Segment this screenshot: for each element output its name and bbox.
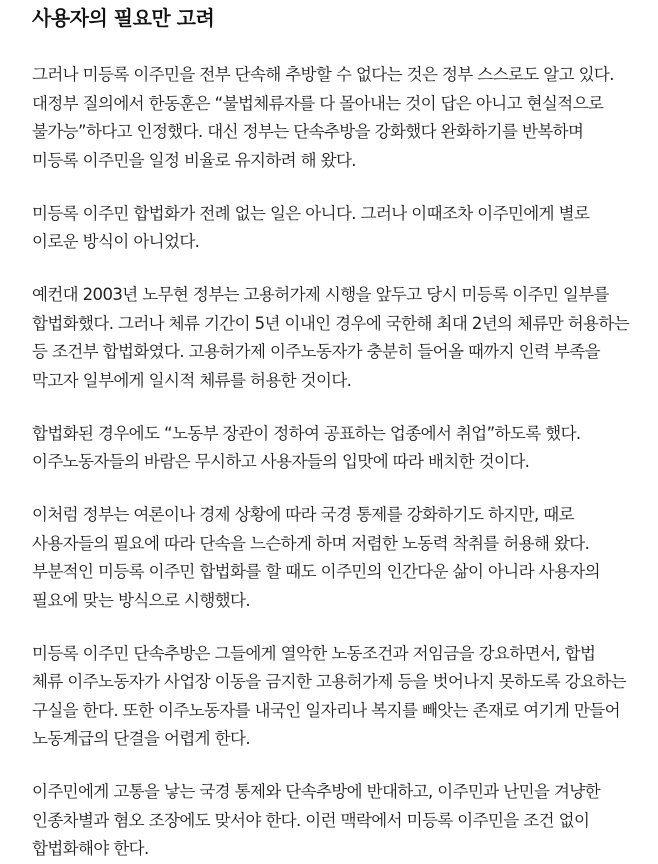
paragraph-line: 그러나 미등록 이주민을 전부 단속해 추방할 수 없다는 것은 정부 스스로도 알고 있다. bbox=[32, 65, 614, 84]
paragraph bbox=[32, 501, 658, 615]
paragraph-line: 이주민에게 고통을 낳는 국경 통제와 단속추방에 반대하고, 이주민과 난민을 겨냥한 bbox=[32, 782, 600, 801]
paragraph-line: 사용자들의 필요에 따라 단속을 느슨하게 하며 저렴한 노동력 착취를 허용해 왔다. bbox=[32, 533, 590, 553]
article-body bbox=[32, 61, 658, 864]
paragraph-line: 합법화된 경우에도 “노동부 장관이 정하여 공표하는 업종에서 취업”하도록 했다. bbox=[32, 423, 581, 443]
paragraph-line: 예컨대 2003년 노무현 정부는 고용허가제 시행을 앞두고 당시 미등록 이주민 일부를 bbox=[32, 285, 609, 304]
paragraph bbox=[32, 200, 658, 257]
paragraph-line: 막고자 일부에게 일시적 체류를 허용한 것이다. bbox=[32, 370, 352, 390]
paragraph-line: 부분적인 미등록 이주민 합법화를 할 때도 이주민의 인간다운 삶이 아니라 사용자의 bbox=[32, 562, 600, 581]
paragraph-line: 구실을 한다. 또한 이주노동자를 내국인 일자리나 복지를 빼앗는 존재로 여기게 만들어 bbox=[32, 700, 620, 720]
paragraph-line: 체류 이주노동자가 사업장 이동을 금지한 고용허가제 등을 벗어나지 못하도록 강요하는 bbox=[32, 672, 627, 691]
paragraph-line: 인종차별과 혐오 조장에도 맞서야 한다. 이런 맥락에서 미등록 이주민을 조건 없이 bbox=[32, 810, 590, 830]
paragraph-line: 이처럼 정부는 여론이나 경제 상황에 따라 국경 통제를 강화하기도 하지만, 때로 bbox=[32, 505, 574, 524]
paragraph-line: 이주노동자들의 바람은 무시하고 사용자들의 입맛에 따라 배치한 것이다. bbox=[32, 452, 530, 471]
paragraph-line: 필요에 맞는 방식으로 시행했다. bbox=[32, 590, 250, 610]
paragraph bbox=[32, 778, 658, 864]
paragraph bbox=[32, 61, 658, 175]
paragraph-line: 미등록 이주민을 일정 비율로 유지하려 해 왔다. bbox=[32, 150, 356, 170]
paragraph-line: 대정부 질의에서 한동훈은 “불법체류자를 다 몰아내는 것이 답은 아니고 현실적으로 bbox=[32, 93, 604, 113]
paragraph-line: 노동계급의 단결을 어렵게 한다. bbox=[32, 729, 250, 748]
paragraph bbox=[32, 420, 658, 477]
paragraph bbox=[32, 281, 658, 395]
paragraph-line: 등 조건부 합법화였다. 고용허가제 이주노동자가 충분히 들어올 때까지 인력 부족을 bbox=[32, 342, 600, 361]
paragraph-line: 합법화했다. 그러나 체류 기간이 5년 이내인 경우에 국한해 최대 2년의 체류만 허용하는 bbox=[32, 313, 630, 333]
paragraph-line: 불가능”하다고 인정했다. 대신 정부는 단속추방을 강화했다 완화하기를 반복하며 bbox=[32, 122, 584, 141]
paragraph-line: 이로운 방식이 아니었다. bbox=[32, 232, 200, 251]
paragraph-line: 합법화해야 한다. bbox=[32, 839, 149, 858]
paragraph-line: 미등록 이주민 합법화가 전례 없는 일은 아니다. 그러나 이때조차 이주민에게 별로 bbox=[32, 203, 590, 223]
paragraph-line: 미등록 이주민 단속추방은 그들에게 열악한 노동조건과 저임금을 강요하면서, 합법 bbox=[32, 643, 596, 663]
paragraph bbox=[32, 640, 658, 754]
section-heading: 사용자의 필요만 고려 bbox=[32, 6, 215, 30]
